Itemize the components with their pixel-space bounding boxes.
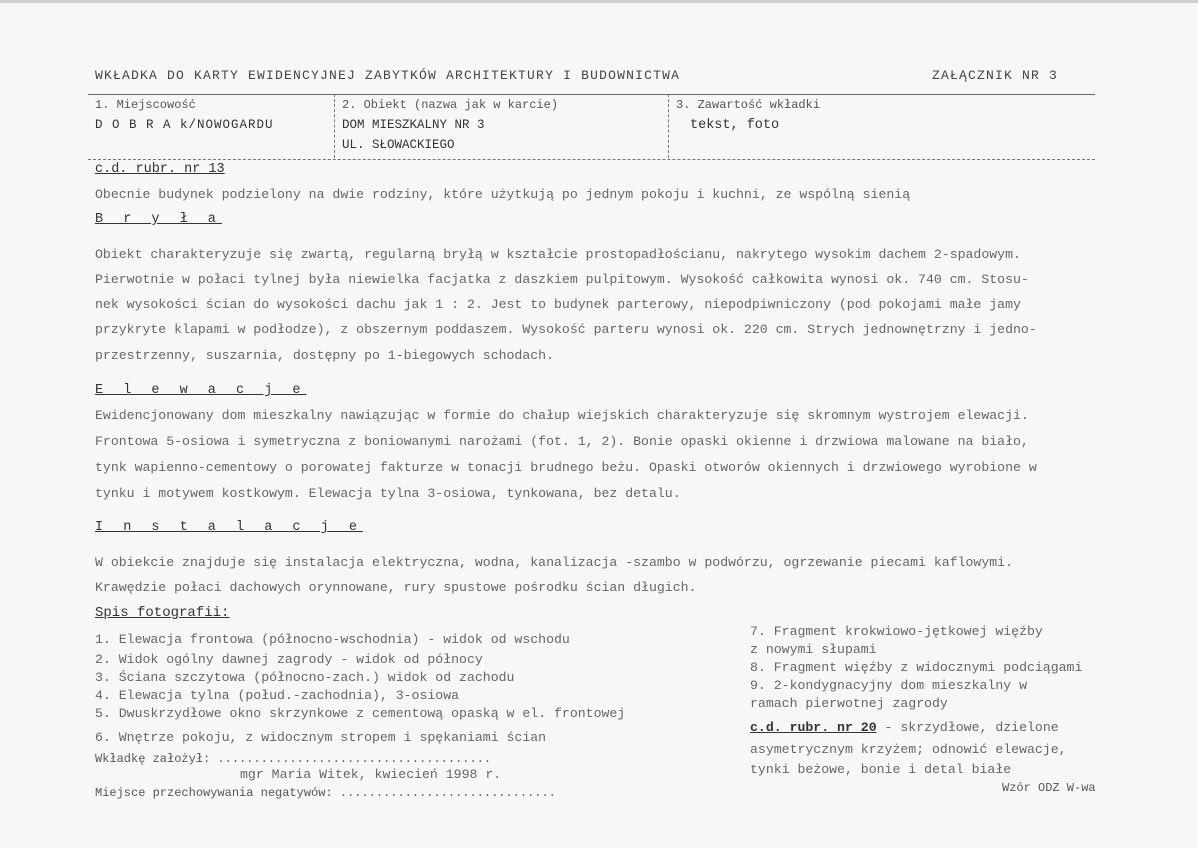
section-heading-instalacje: I n s t a l a c j e [95,520,363,535]
note-line: asymetrycznym krzyżem; odnowić elewacje, [750,742,1067,757]
photo-item: ramach pierwotnej zagrody [750,696,948,711]
elewacje-line: Ewidencjonowany dom mieszkalny nawiązując w formie do chałup wiejskich charakteryzuje się skromnym wystrojem elewacji. [95,408,1029,423]
elewacje-line: Frontowa 5-osiowa i symetryczna z boniowanymi narożami (fot. 1, 2). Bonie opaski okienne i drzwiowa malowane na biało, [95,434,1029,449]
photo-item: z nowymi słupami [750,642,877,657]
author-field [95,752,491,766]
photo-item: 8. Fragment więźby z widocznymi podciągami [750,660,1083,675]
continuation-ref: c.d. rubr. nr 13 [95,162,225,177]
photo-item: 5. Dwuskrzydłowe okno skrzynkowe z cementową opaską w el. frontowej [95,706,626,721]
table-divider [668,94,670,158]
note-label: c.d. rubr. nr 20 [750,720,877,735]
object-value: DOM MIESZKALNY NR 3 [342,118,485,132]
place-label: 1. Miejscowość [95,98,196,112]
intro-text: Obecnie budynek podzielony na dwie rodziny, które użytkują po jednym pokoju i kuchni, ze wspólną sienią [95,187,911,202]
section-heading-bryla: B r y ł a [95,212,222,227]
photo-item: 1. Elewacja frontowa (północno-wschodnia) - widok od wschodu [95,632,570,647]
section-heading-elewacje: E l e w a c j e [95,383,307,398]
content-label: 3. Zawartość wkładki [676,98,821,112]
table-divider [334,94,336,158]
object-street: UL. SŁOWACKIEGO [342,138,455,152]
elewacje-line: tynk wapienno-cementowy o porowatej fakturze w tonacji brudnego beżu. Opaski otworów okiennych i drzwiowego wyrobione w [95,460,1037,475]
continuation-note [750,720,1059,735]
author-label: Wkładkę założył: [95,752,211,766]
storage-label: Miejsce przechowywania negatywów: [95,786,333,800]
note-text: - skrzydłowe, dzielone [876,720,1059,735]
storage-dots: .............................. [339,786,556,800]
photo-item: 4. Elewacja tylna (połud.-zachodnia), 3-osiowa [95,688,460,703]
bryla-line: przykryte klapami w podłodze), z obszernym poddaszem. Wysokość parteru wynosi ok. 220 cm. Strych jednownętrzny i jedno- [95,322,1037,337]
author-dots: ...................................... [217,752,492,766]
bryla-line: Pierwotnie w połaci tylnej była niewielka facjatka z daszkiem pulpitowym. Wysokość całkowita wynosi ok. 740 cm. Stosu- [95,272,1029,287]
bryla-line: Obiekt charakteryzuje się zwartą, regularną bryłą w kształcie prostopadłościanu, nakrytego wysokim dachem 2-spadowym. [95,247,1021,262]
instalacje-line: Krawędzie połaci dachowych orynnowane, rury spustowe pośrodku ścian długich. [95,580,697,595]
instalacje-line: W obiekcie znajduje się instalacja elektryczna, wodna, kanalizacja -szambo w podwórzu, ogrzewanie piecami kaflowymi. [95,555,1013,570]
form-reference: Wzór ODZ W-wa [1002,781,1096,795]
author-name: mgr Maria Witek, kwiecień 1998 r. [240,767,502,782]
photo-list-heading: Spis fotografii: [95,605,230,621]
elewacje-line: tynku i motywem kostkowym. Elewacja tylna 3-osiowa, tynkowana, bez detalu. [95,486,681,501]
bryla-line: przestrzenny, suszarnia, dostępny po 1-biegowych schodach. [95,348,554,363]
object-label: 2. Obiekt (nazwa jak w karcie) [342,98,559,112]
photo-item: 9. 2-kondygnacyjny dom mieszkalny w [750,678,1027,693]
top-border [0,0,1198,3]
bryla-line: nek wysokości ścian do wysokości dachu jak 1 : 2. Jest to budynek parterowy, niepodpiwniczony (pod pokojami małe jamy [95,297,1021,312]
photo-item: 3. Ściana szczytowa (północno-zach.) widok od zachodu [95,670,515,685]
document-title: WKŁADKA DO KARTY EWIDENCYJNEJ ZABYTKÓW ARCHITEKTURY I BUDOWNICTWA [95,68,681,83]
content-value: tekst, foto [690,118,780,133]
place-value: D O B R A k/NOWOGARDU [95,118,274,132]
photo-item: 6. Wnętrze pokoju, z widocznym stropem i spękaniami ścian [95,730,547,745]
annex-number: ZAŁĄCZNIK NR 3 [932,68,1059,83]
note-line: tynki beżowe, bonie i detal białe [750,762,1012,777]
photo-item: 7. Fragment krokwiowo-jętkowej więźby [750,624,1043,639]
storage-field [95,786,556,800]
photo-item: 2. Widok ogólny dawnej zagrody - widok od północy [95,652,483,667]
